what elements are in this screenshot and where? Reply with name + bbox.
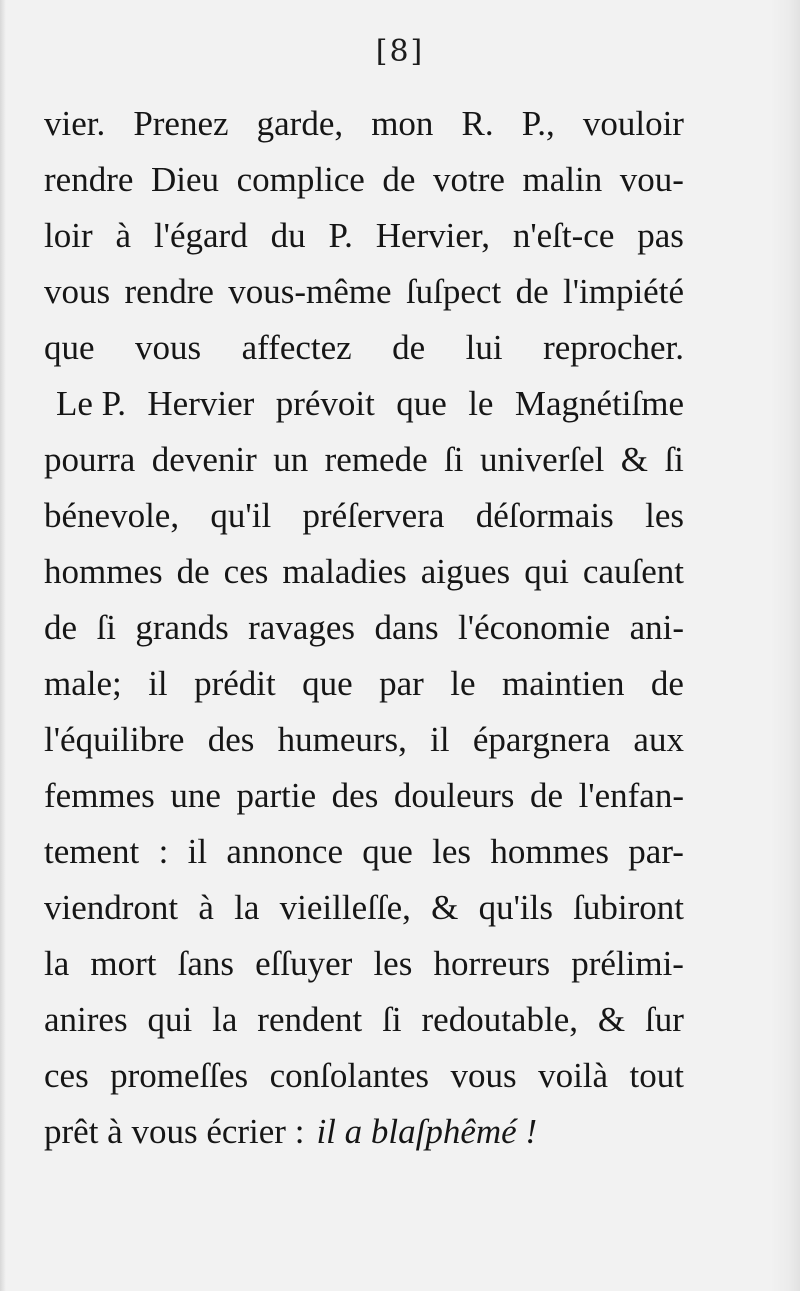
word: l'équilibre <box>44 720 185 759</box>
word: qui <box>147 1000 193 1039</box>
word: grands <box>135 608 229 647</box>
word: annonce <box>226 832 343 871</box>
word: partie <box>236 776 317 815</box>
word: il <box>187 832 208 871</box>
word: rendent <box>257 1000 363 1039</box>
word: vier. <box>44 104 106 143</box>
word: & <box>620 440 649 479</box>
word: cauſent <box>582 552 684 591</box>
word: remede <box>324 440 428 479</box>
word: par <box>379 664 424 703</box>
word: aux <box>633 720 684 759</box>
word: ſuſpect <box>405 272 502 311</box>
text-line <box>44 264 684 320</box>
text-line <box>44 152 684 208</box>
word: promeſſes <box>110 1056 249 1095</box>
word: hommes <box>44 552 163 591</box>
word: une <box>170 776 221 815</box>
word: de <box>382 160 416 199</box>
text-line <box>44 712 684 768</box>
word: redoutable, <box>421 1000 578 1039</box>
word: mon <box>371 104 434 143</box>
word: l'égard <box>153 216 248 255</box>
body-text <box>44 96 684 1160</box>
page-number: [8] <box>375 34 425 69</box>
word: qu'il <box>210 496 272 535</box>
word: affectez <box>241 328 352 367</box>
word: horreurs <box>433 944 551 983</box>
word: ſur <box>645 1000 684 1039</box>
word: & <box>597 1000 626 1039</box>
word: complice <box>236 160 365 199</box>
word: du <box>270 216 306 255</box>
word: loir <box>44 216 93 255</box>
word: femmes <box>44 776 155 815</box>
text-line-last <box>44 1104 684 1160</box>
word: qu'ils <box>478 888 553 927</box>
word: : <box>158 832 169 871</box>
word: à <box>198 888 214 927</box>
word: viendront <box>44 888 179 927</box>
text-line <box>44 824 684 880</box>
word: les <box>645 496 684 535</box>
word: ces <box>44 1056 89 1095</box>
word: malin <box>522 160 603 199</box>
text-line <box>44 376 684 432</box>
word: prédit <box>194 664 276 703</box>
last-line-italic: il a blaſphêmé ! <box>316 1112 538 1151</box>
text-line <box>44 544 684 600</box>
word: de <box>44 608 78 647</box>
text-line <box>44 768 684 824</box>
word: devenir <box>151 440 257 479</box>
word: il <box>430 720 450 759</box>
word: l'impiété <box>562 272 684 311</box>
word: pourra <box>44 440 136 479</box>
page-edge-left <box>0 0 6 1291</box>
word: rendre <box>44 160 134 199</box>
word: de <box>529 776 564 815</box>
word: ſi <box>382 1000 402 1039</box>
word: Magnétiſme <box>514 384 684 423</box>
word: il <box>148 664 168 703</box>
word: vou- <box>619 160 684 199</box>
word: la <box>212 1000 238 1039</box>
word: préſervera <box>302 496 445 535</box>
word: ſi <box>664 440 684 479</box>
word: prévoit <box>275 384 375 423</box>
word: ani- <box>629 608 684 647</box>
word: reprocher. <box>543 328 684 367</box>
word: ſi <box>444 440 464 479</box>
word: univerſel <box>479 440 605 479</box>
word: humeurs, <box>277 720 407 759</box>
word: déſormais <box>475 496 614 535</box>
word: par- <box>628 832 684 871</box>
text-line <box>44 656 684 712</box>
word: eſſuyer <box>255 944 353 983</box>
word: que <box>44 328 95 367</box>
word: douleurs <box>393 776 515 815</box>
text-line <box>44 992 684 1048</box>
word: de <box>392 328 426 367</box>
text-line <box>44 96 684 152</box>
word: à <box>115 216 132 255</box>
word: vouloir <box>582 104 684 143</box>
text-line <box>44 432 684 488</box>
word: de <box>176 552 210 591</box>
word: Prenez <box>133 104 229 143</box>
text-line <box>44 208 684 264</box>
text-line <box>44 488 684 544</box>
word: un <box>273 440 309 479</box>
text-line <box>44 320 684 376</box>
word: épargnera <box>472 720 611 759</box>
word: la <box>44 944 70 983</box>
word: la <box>234 888 260 927</box>
word: maladies <box>282 552 407 591</box>
word: mort <box>90 944 157 983</box>
word: Hervier, <box>375 216 490 255</box>
text-line <box>44 600 684 656</box>
word: anires <box>44 1000 128 1039</box>
word: n'eſt-ce <box>512 216 615 255</box>
word: ces <box>223 552 269 591</box>
word: votre <box>433 160 505 199</box>
word: P. <box>328 216 353 255</box>
word: de <box>650 664 684 703</box>
word: rendre <box>124 272 214 311</box>
word: ſans <box>177 944 235 983</box>
word: le <box>450 664 476 703</box>
word: bénevole, <box>44 496 180 535</box>
word: l'enfan- <box>578 776 684 815</box>
word: les <box>432 832 472 871</box>
text-line <box>44 936 684 992</box>
text-line <box>44 1048 684 1104</box>
word: R. <box>461 104 494 143</box>
word: P., <box>521 104 555 143</box>
word: prélimi- <box>571 944 684 983</box>
word: vieilleſſe, <box>279 888 411 927</box>
word: ravages <box>248 608 356 647</box>
word: male; <box>44 664 122 703</box>
word: garde, <box>256 104 344 143</box>
word: & <box>431 888 459 927</box>
text-line <box>44 880 684 936</box>
word: qui <box>524 552 569 591</box>
word: que <box>396 384 447 423</box>
word: de <box>515 272 549 311</box>
word: vous <box>135 328 202 367</box>
word: aigues <box>420 552 511 591</box>
word: le <box>468 384 494 423</box>
last-line-text: prêt à vous écrier : <box>44 1112 305 1151</box>
word: tement <box>44 832 140 871</box>
word: vous <box>44 272 111 311</box>
word: des <box>207 720 255 759</box>
word: Dieu <box>150 160 219 199</box>
word: Le P. <box>56 384 126 423</box>
word: dans <box>374 608 439 647</box>
page-edge-right <box>770 0 800 1291</box>
word: hommes <box>490 832 609 871</box>
word: les <box>373 944 413 983</box>
word: lui <box>465 328 503 367</box>
word: des <box>331 776 379 815</box>
word: vous-même <box>228 272 392 311</box>
word: pas <box>637 216 684 255</box>
word: conſolantes <box>269 1056 430 1095</box>
word: ſi <box>96 608 116 647</box>
word: maintien <box>501 664 625 703</box>
word: ſubiront <box>573 888 684 927</box>
word: l'économie <box>458 608 611 647</box>
word: que <box>302 664 353 703</box>
word: vous <box>450 1056 517 1095</box>
word: Hervier <box>147 384 255 423</box>
word: que <box>362 832 413 871</box>
word: tout <box>629 1056 684 1095</box>
word: voilà <box>538 1056 609 1095</box>
